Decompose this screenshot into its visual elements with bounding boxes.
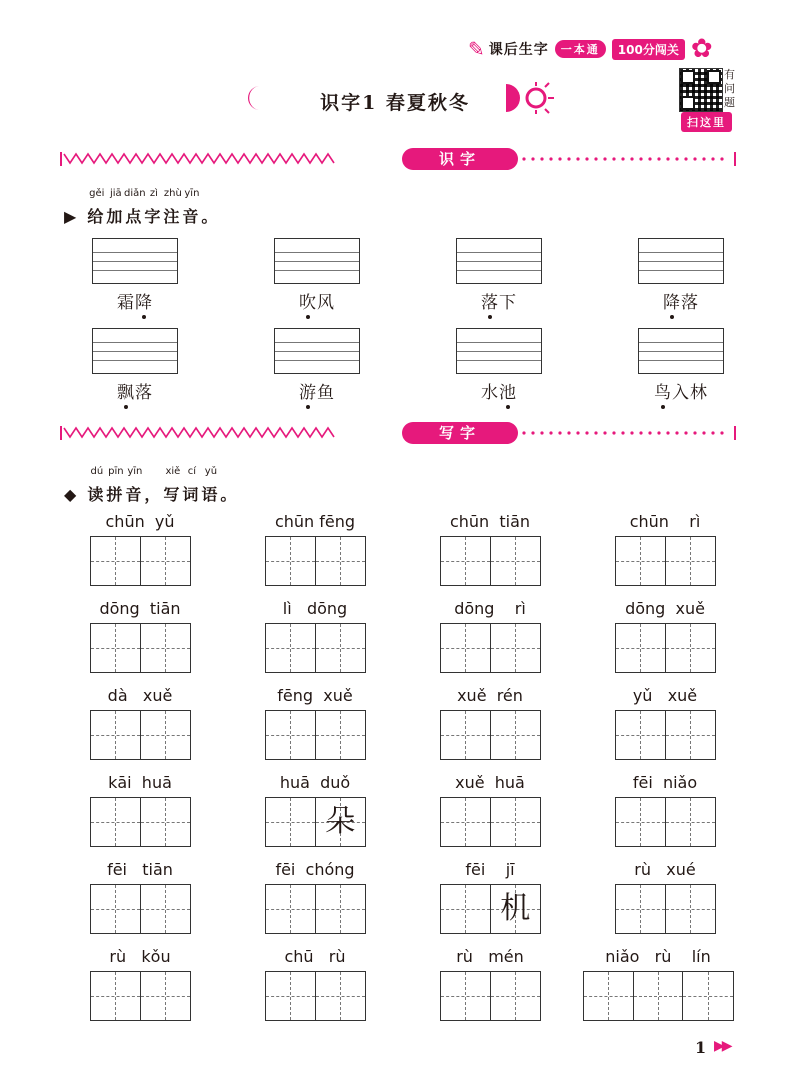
writing-cell[interactable] [316,711,366,759]
writing-cell[interactable] [441,885,491,933]
annotate-word: 飘落 [117,383,153,403]
writing-cell[interactable] [141,885,191,933]
pinyin-prompt: dōng xuě [625,599,705,618]
writing-cell[interactable] [141,624,191,672]
annotate-word: 水池 [481,383,517,403]
instruction-char: 。 [220,485,240,504]
instruction-char: 加 jiā [106,188,126,226]
pinyin-annotation: zì [149,188,158,199]
pinyin-annotation: gěi [89,188,105,199]
writing-cell[interactable] [266,537,316,585]
emphasis-dot [142,315,146,319]
writing-cell[interactable] [616,624,666,672]
emphasis-dot [306,315,310,319]
emphasis-dot [488,315,492,319]
writing-grid[interactable] [90,797,191,847]
writing-cell[interactable] [491,711,541,759]
pinyin-prompt: kāi huā [108,773,172,792]
instruction-char: 读 dú [87,466,107,504]
emphasis-dot [506,405,510,409]
instruction-char: ， [144,485,164,504]
writing-cell[interactable] [91,537,141,585]
pinyin-prompt: fēi jī [465,860,515,879]
pinyin-annotation: pīn [108,466,124,477]
writing-cell[interactable] [91,885,141,933]
instruction-char: 写 xiě [163,466,183,504]
writing-grid[interactable] [90,710,191,760]
emphasis-dot [306,405,310,409]
annotate-word: 游鱼 [299,383,335,403]
pinyin-answer-box[interactable] [456,238,542,284]
triangle-icon: ▶ [64,207,80,226]
writing-cell[interactable] [266,798,316,846]
pinyin-annotation: zhù [163,188,182,199]
writing-grid[interactable] [440,797,541,847]
writing-cell[interactable] [91,711,141,759]
pinyin-annotation: jiā [109,188,122,199]
writing-grid[interactable] [615,623,716,673]
diamond-icon: ◆ [64,485,80,504]
writing-cell[interactable] [316,972,366,1020]
pinyin-prompt: dà xuě [107,686,173,705]
writing-cell[interactable] [491,798,541,846]
page-title: 识字1 春夏秋冬 [320,92,470,114]
section-bar-recognize [58,146,738,172]
writing-cell[interactable] [584,972,634,1020]
writing-cell[interactable] [616,711,666,759]
instruction-text [87,188,221,226]
writing-grid[interactable] [265,971,366,1021]
brand-banner [468,36,713,62]
scan-label: 扫这里 [681,112,732,132]
pinyin-answer-box[interactable] [92,328,178,374]
instruction-annotate [64,188,221,227]
writing-grid[interactable] [265,623,366,673]
pinyin-answer-box[interactable] [456,328,542,374]
writing-cell[interactable] [91,972,141,1020]
qr-label: 有问题 [724,68,735,109]
writing-cell[interactable] [141,972,191,1020]
writing-cell[interactable] [491,537,541,585]
pinyin-prompt: rù xué [634,860,696,879]
emphasis-dot [670,315,674,319]
writing-grid[interactable] [440,971,541,1021]
pinyin-prompt: lì dōng [282,599,348,618]
writing-grid[interactable] [615,710,716,760]
pinyin-prompt: xuě huā [455,773,525,792]
filled-character: 朵 [325,804,356,839]
filled-character: 机 [500,891,531,926]
section-title: 识字 [402,148,518,170]
writing-cell[interactable] [491,885,541,933]
writing-cell[interactable] [666,885,716,933]
brand-tag: 100分闯关 [612,39,685,60]
writing-cell[interactable] [141,798,191,846]
section-bar-write [58,420,738,446]
pinyin-prompt: fēi niǎo [632,773,698,792]
writing-cell[interactable] [441,537,491,585]
pinyin-answer-box[interactable] [274,328,360,374]
writing-cell[interactable] [491,624,541,672]
writing-grid[interactable] [265,884,366,934]
pinyin-prompt: niǎo rù lín [605,947,711,966]
instruction-char: 字 zì [144,188,164,226]
writing-cell[interactable] [616,798,666,846]
writing-cell[interactable] [141,711,191,759]
writing-grid[interactable] [265,797,366,847]
instruction-char: 词 cí [182,466,202,504]
next-arrow-icon[interactable]: ▶▶ [714,1038,730,1054]
emphasis-dot [124,405,128,409]
pinyin-prompt: chūn tiān [449,512,531,531]
writing-cell[interactable] [91,798,141,846]
writing-cell[interactable] [266,972,316,1020]
instruction-char: 音 yīn [182,188,202,226]
pinyin-prompt: huā duǒ [279,773,351,792]
pinyin-prompt: yǔ xuě [632,686,698,705]
annotate-word: 降落 [663,293,699,313]
pinyin-prompt: xuě rén [457,686,523,705]
annotate-word: 吹风 [299,293,335,313]
writing-grid[interactable] [615,797,716,847]
page-number: 1 [695,1038,707,1057]
section-title: 写字 [402,422,518,444]
writing-cell[interactable] [441,798,491,846]
writing-cell[interactable] [266,885,316,933]
writing-cell[interactable] [683,972,733,1020]
instruction-char: 注 zhù [163,188,183,226]
pinyin-prompt: chūn yǔ [105,512,175,531]
annotate-word: 落下 [481,293,517,313]
instruction-char: 音 yīn [125,466,145,504]
brand-text: 课后生字 [488,42,549,58]
writing-cell[interactable] [316,624,366,672]
writing-cell[interactable] [441,624,491,672]
pinyin-annotation: yīn [127,466,143,477]
writing-cell[interactable] [441,972,491,1020]
writing-cell[interactable] [616,537,666,585]
writing-cell[interactable] [616,885,666,933]
writing-cell[interactable] [266,624,316,672]
writing-cell[interactable] [91,624,141,672]
writing-cell[interactable] [491,972,541,1020]
star-icon: ✿ [690,34,713,64]
writing-cell[interactable] [666,624,716,672]
writing-cell[interactable] [666,711,716,759]
writing-cell[interactable] [634,972,684,1020]
instruction-char: 。 [201,207,221,226]
writing-grid[interactable] [90,536,191,586]
pinyin-answer-box[interactable] [638,238,724,284]
writing-grid[interactable] [440,884,541,934]
writing-cell[interactable] [316,798,366,846]
instruction-char: 拼 pīn [106,466,126,504]
writing-grid[interactable] [265,710,366,760]
writing-grid[interactable] [615,536,716,586]
writing-cell[interactable] [316,885,366,933]
writing-cell[interactable] [666,537,716,585]
instruction-char: 语 yǔ [201,466,221,504]
instruction-write [64,466,240,505]
writing-grid[interactable] [265,536,366,586]
pinyin-annotation: diǎn [124,188,146,199]
instruction-char: 给 gěi [87,188,107,226]
writing-cell[interactable] [441,711,491,759]
annotate-word: 霜降 [117,293,153,313]
annotate-word: 鸟入林 [654,383,708,403]
pinyin-annotation: xiě [165,466,181,477]
writing-cell[interactable] [141,537,191,585]
pinyin-prompt: rù mén [456,947,524,966]
pinyin-answer-box[interactable] [92,238,178,284]
pinyin-answer-box[interactable] [638,328,724,374]
writing-cell[interactable] [316,537,366,585]
pinyin-prompt: dōng rì [454,599,526,618]
pinyin-annotation: yǔ [204,466,218,477]
pinyin-prompt: fēi chóng [275,860,355,879]
pinyin-prompt: fēi tiān [107,860,173,879]
pinyin-annotation: yīn [184,188,200,199]
writing-grid[interactable] [440,710,541,760]
instruction-text [87,466,240,504]
writing-cell[interactable] [666,798,716,846]
writing-grid[interactable] [440,623,541,673]
emphasis-dot [661,405,665,409]
pinyin-prompt: fēng xuě [277,686,353,705]
pinyin-prompt: chū rù [284,947,346,966]
writing-grid[interactable] [90,884,191,934]
brand-badge: 一本通 [555,40,606,58]
pinyin-prompt: dōng tiān [99,599,181,618]
writing-grid[interactable] [90,971,191,1021]
pinyin-prompt: rù kǒu [109,947,171,966]
pinyin-annotation: dú [90,466,104,477]
pinyin-answer-box[interactable] [274,238,360,284]
writing-grid[interactable] [615,884,716,934]
writing-cell[interactable] [266,711,316,759]
instruction-char: 点 diǎn [124,188,146,226]
pinyin-prompt: chūn fēng [274,512,356,531]
pencil-icon: ✎ [468,37,485,61]
wave-divider [58,420,738,446]
wave-divider [58,146,738,172]
pinyin-annotation: cí [187,466,197,477]
writing-grid[interactable] [440,536,541,586]
writing-grid[interactable] [583,971,734,1021]
writing-grid[interactable] [90,623,191,673]
sun-icon [502,80,558,116]
pinyin-prompt: chūn rì [629,512,701,531]
